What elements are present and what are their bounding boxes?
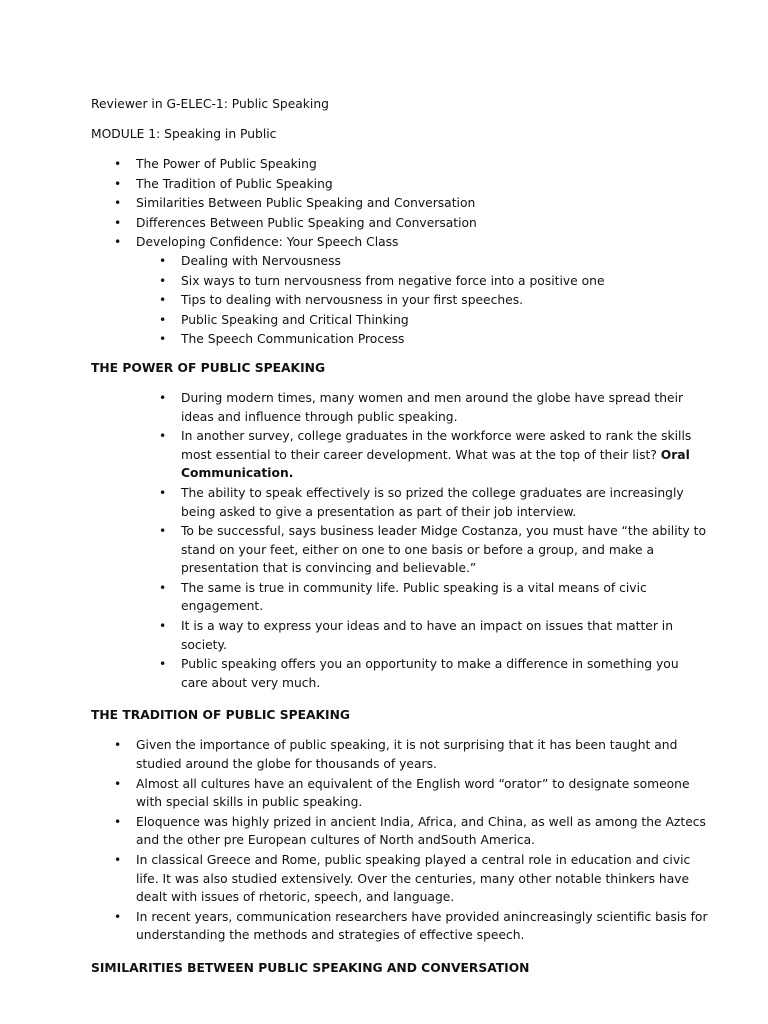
bullet-icon: • [159, 293, 167, 308]
list-item: • Given the importance of public speaking, it is not surprising that it has been taught and studied around the globe for thousands of years. [114, 738, 678, 772]
list-item: • In classical Greece and Rome, public speaking played a central role in education and civic life. It was also studied extensively. Over the centuries, many other notable thinkers have dealt with issues of rhetoric, speech, and language. [114, 853, 691, 905]
bullet-icon: • [159, 524, 167, 539]
bullet-icon: • [114, 235, 122, 250]
list-item: • Eloquence was highly prized in ancient India, Africa, and China, as well as among the Aztecs and the other pre European cultures of North andSouth America. [114, 814, 706, 848]
document-title: Reviewer in G-ELEC-1: Public Speaking [91, 97, 329, 111]
bullet-icon: • [114, 776, 122, 791]
module-topic-list [114, 155, 708, 349]
bullet-icon: • [159, 580, 167, 595]
list-item: • During modern times, many women and men around the globe have spread their ideas and influence through public speaking. [159, 390, 684, 424]
bullet-icon: • [159, 429, 167, 444]
list-item: • Developing Confidence: Your Speech Class • Dealing with Nervousness • Six ways to turn nervousness from negative force into a positive one • Tips to dealing with nervousness in your first speeches. • Public Speaking and Critical Thinking • The Speech Communication Process [136, 233, 708, 349]
list-item: • Public Speaking and Critical Thinking [181, 311, 708, 330]
power-heading: THE POWER OF PUBLIC SPEAKING [91, 360, 326, 375]
list-item: • The ability to speak effectively is so prized the college graduates are increasingly being asked to give a presentation as part of their job interview. [159, 485, 684, 519]
list-item: • Six ways to turn nervousness from negative force into a positive one [181, 272, 708, 291]
bullet-icon: • [114, 909, 122, 924]
list-item: • Public speaking offers you an opportunity to make a difference in something you care about very much. [159, 657, 679, 690]
bullet-icon: • [114, 738, 122, 753]
list-item: • Almost all cultures have an equivalent of the English word “orator” to designate someone with special skills in public speaking. [114, 776, 690, 810]
list-item: • Dealing with Nervousness [181, 252, 708, 271]
list-item: • Similarities Between Public Speaking and Conversation [136, 194, 708, 213]
bullet-icon: • [114, 814, 122, 829]
list-item: • The Speech Communication Process [181, 330, 708, 349]
bullet-icon: • [159, 273, 167, 288]
list-item: • The Power of Public Speaking [136, 155, 708, 174]
list-item: • The same is true in community life. Public speaking is a vital means of civic engagement. [159, 580, 647, 614]
confidence-subtopic-list [159, 252, 708, 349]
bullet-icon: • [114, 215, 122, 230]
bold-emphasis: Oral Communication. [181, 447, 690, 481]
similarities-heading: SIMILARITIES BETWEEN PUBLIC SPEAKING AND CONVERSATION [91, 960, 530, 975]
bullet-icon: • [114, 176, 122, 191]
list-item: • The Tradition of Public Speaking [136, 175, 708, 194]
bullet-icon: • [159, 253, 167, 268]
power-point-list [159, 389, 708, 693]
tradition-point-list [114, 736, 708, 945]
bullet-icon: • [159, 390, 167, 405]
bullet-icon: • [159, 619, 167, 634]
list-item: • It is a way to express your ideas and to have an impact on issues that matter in society. [159, 619, 674, 652]
bullet-icon: • [114, 157, 122, 171]
bullet-icon: • [159, 657, 167, 672]
bullet-icon: • [159, 312, 167, 327]
list-item: • To be successful, says business leader Midge Costanza, you must have “the ability to stand on your feet, either on one to one basis or before a group, and make a presentation that is convincing and believable.” [159, 524, 706, 576]
bullet-icon: • [159, 485, 167, 500]
bullet-icon: • [159, 332, 167, 347]
tradition-heading: THE TRADITION OF PUBLIC SPEAKING [91, 708, 351, 723]
bullet-icon: • [114, 853, 122, 867]
list-item: • In another survey, college graduates in the workforce were asked to rank the skills most essential to their career development. What was at the top of their list? Oral Communication. [159, 429, 692, 481]
module-title: MODULE 1: Speaking in Public [91, 127, 277, 141]
bullet-icon: • [114, 196, 122, 211]
list-item: • Differences Between Public Speaking and Conversation [136, 214, 708, 233]
list-item: • Tips to dealing with nervousness in your first speeches. [181, 291, 708, 310]
list-item: • In recent years, communication researchers have provided anincreasingly scientific basis for understanding the methods and strategies of effective speech. [114, 909, 708, 943]
